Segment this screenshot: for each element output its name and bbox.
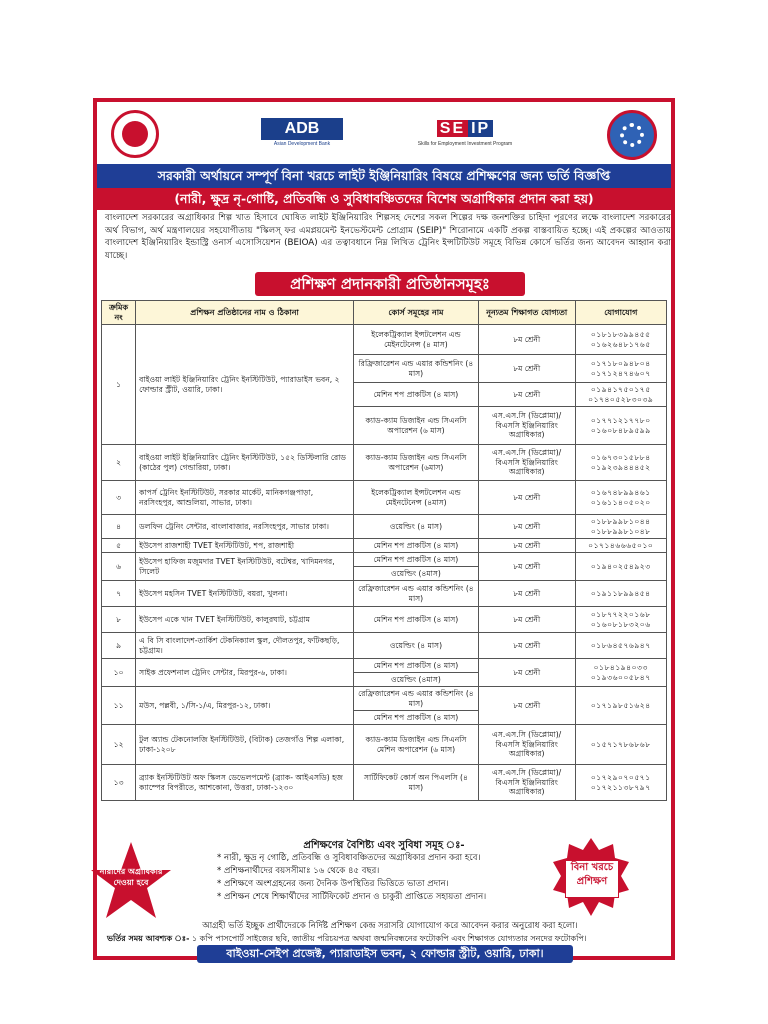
course-cell: মেশিন শপ প্রাকটিস (৪ মাস): [354, 659, 479, 673]
logo-bar: [97, 102, 671, 162]
bangladesh-govt-seal-icon: [111, 110, 159, 158]
qualification-cell: এস.এস.সি (ডিপ্লোমা)/বিএসসি ইঞ্জিনিয়ারিং অগ্রাধিকার): [478, 407, 575, 445]
phone-number: ০১৯২৩৯৪৪৪৫২: [590, 462, 651, 472]
contact-cell: [575, 445, 666, 481]
phone-number: ০১৮৭৭২২০১৬৮: [590, 610, 651, 619]
phone-number: ০১৭১৮০৯৪৮০৪: [590, 359, 651, 368]
qualification-cell: ৮ম শ্রেনী: [478, 581, 575, 607]
serial-cell: ১২: [102, 725, 136, 765]
course-cell: ওয়েল্ডিং (৪মাস): [354, 673, 479, 687]
phone-number: ০১৭৭১২১৭৭৮০: [590, 416, 651, 425]
admission-documents-note: [107, 933, 673, 945]
phone-number: ০১৮৬৪৫৭৬৯৪৭: [590, 640, 651, 650]
table-row: [102, 553, 667, 567]
table-row: [102, 607, 667, 633]
serial-cell: ৩: [102, 481, 136, 515]
course-cell: মেশিন শপ প্রাকটিস (৪ মাস): [354, 607, 479, 633]
serial-cell: ১০: [102, 659, 136, 687]
seip-logo-text-b: IP: [468, 120, 493, 137]
institution-cell: মউস, পল্লবী, ১/সি-১/এ, মিরপুর-১২, ঢাকা।: [136, 687, 354, 725]
course-cell: ইলেকট্রিক্যাল ইন্সটলেশন এন্ড মেইনটেনেন্স (৪ মাস): [354, 325, 479, 355]
apply-instruction: আগ্রহী ভর্তি ইচ্ছুক প্রার্থীদেরকে নির্দিষ্ট প্রশিক্ষণ কেন্দ্র সরাসরি যোগাযোগ করে আবেদন করার অনুরোধ করা হলো।: [202, 921, 578, 931]
phone-number: ০১৭১৪৬৬৬৫০১০: [588, 540, 654, 550]
phone-number: ০১৬০৮৪৮৯৫৯৯: [590, 425, 651, 435]
list-item: * প্রশিক্ষণে অংশগ্রহনের জন্য দৈনিক উপস্থিতির ভিত্তিতে ভাতা প্রদান।: [217, 878, 577, 891]
qualification-cell: ৮ম শ্রেনী: [478, 481, 575, 515]
course-cell: মেশিন শপ প্রাকটিস (৪ মাস): [354, 539, 479, 553]
table-header-row: [102, 301, 667, 325]
serial-cell: ২: [102, 445, 136, 481]
adb-logo-text: ADB: [261, 118, 343, 140]
qualification-cell: ৮ম শ্রেনী: [478, 633, 575, 659]
institution-cell: ইউসেপ মহসিন TVET ইনস্টিটিউট, বয়রা, খুলনা।: [136, 581, 354, 607]
serial-cell: ৭: [102, 581, 136, 607]
adb-logo: [261, 118, 343, 154]
qualification-cell: এস.এস.সি (ডিপ্লোমা)/বিএসসি ইঞ্জিনিয়ারিং অগ্রাধিকার): [478, 725, 575, 765]
qualification-cell: ৮ম শ্রেনী: [478, 325, 575, 355]
serial-cell: ১: [102, 325, 136, 445]
institutions-section-title: প্রশিক্ষণ প্রদানকারী প্রতিষ্ঠানসমূহঃ: [255, 272, 525, 296]
phone-number: ০১৮৮৯৯৮১০৪৪: [590, 517, 651, 526]
qualification-cell: ৮ম শ্রেনী: [478, 355, 575, 383]
serial-cell: ৮: [102, 607, 136, 633]
priority-subheadline: (নারী, ক্ষুদ্র নৃ-গোষ্টি, প্রতিবন্ধি ও সুবিধাবঞ্চিতদের বিশেষ অগ্রাধিকার প্রদান করা হয়): [97, 188, 671, 210]
phone-number: ০১৯৩৬০০৫৮৪৭: [590, 672, 651, 682]
phone-number: ০১৭১২৪৭৪৬০৭: [590, 368, 651, 378]
serial-cell: ৬: [102, 553, 136, 581]
list-item: * প্রশিক্ষনার্থীদের বয়সসীমাঃ ১৬ থেকে ৪৫ বছর।: [217, 865, 577, 878]
phone-number: ০১৬৭৪৮৯৯৪৬১: [590, 488, 651, 497]
seip-logo-text-a: SE: [437, 120, 468, 137]
course-cell: ক্যাড-ক্যাম ডিজাইন এন্ড সিএনসি অপারেশন (৬মাস): [354, 445, 479, 481]
intro-paragraph: বাংলাদেশ সরকারের অগ্রাধিকার শিল্প খাত হিসাবে ঘোষিত লাইট ইঞ্জিনিয়ারিং শিল্পসহ দেশের সকল শিল্পের দক্ষ জনশক্তির চাহিদা পূরণের লক্ষে বাংলাদেশ সরকারের অর্থ বিভাগ, অর্থ মন্ত্রণালয়ের সহযোগীতায় "স্কিলস্ ফর এমপ্লয়মেন্ট ইনভেস্টমেন্ট প্রোগ্রাম (SEIP)" শিরোনামে একটি প্রকল্প বাস্তবায়িত হচ্ছে। এই প্রকল্পের আওতায় বাংলাদেশ ইঞ্জিনিয়ারিং ইন্ডাস্ট্রি ওনার্স এসোসিয়েশন (BEIOA) এর তত্বাবধানে নিম্ন লিখিত ট্রেনিং ইন্সটিটিউট সমূহে বিভিন্ন কোর্সে ভর্তির জন্য আবেদন আহ্বান করা যাচ্ছে।: [105, 213, 671, 261]
serial-cell: ১৩: [102, 765, 136, 801]
table-row: [102, 445, 667, 481]
phone-number: ০১৭৪০৫২৮৩০৩৯: [588, 394, 654, 404]
course-cell: ওয়েল্ডিং (৪মাস): [354, 567, 479, 581]
table-row: [102, 581, 667, 607]
institution-cell: ব্র্যাক ইনস্টিটিউট অফ স্কিলস ডেভেলপমেন্ট (ব্র্যাক- আইএসডি) হজ ক্যাম্পের বিপরীতে, আশকোনা, উত্তরা, ঢাকা-১২৩০: [136, 765, 354, 801]
priority-star-text: নারীদের অগ্রাধিকার দেওয়া হবে: [99, 867, 163, 887]
header-name: প্রশিক্ষন প্রতিষ্ঠানের নাম ও ঠিকানা: [136, 301, 354, 325]
contact-cell: [575, 581, 666, 607]
course-cell: ক্যাড-ক্যাম ডিজাইন এন্ড সিএনসি অপারেশন (৬ মাস): [354, 407, 479, 445]
phone-number: ০১৬১১৪০৫০২০: [590, 497, 651, 507]
serial-cell: ৯: [102, 633, 136, 659]
seip-logo: [415, 118, 515, 154]
phone-number: ০১৫৭১৭৮৬৮৬৮: [590, 739, 651, 749]
qualification-cell: ৮ম শ্রেনী: [478, 383, 575, 407]
qualification-cell: ৮ম শ্রেনী: [478, 607, 575, 633]
documents-text: ১ কপি পাসপোর্ট সাইজের ছবি, জাতীয় পরিচয়পত্র অথবা জন্মনিবন্ধনের ফটোকপি এবং শিক্ষাগত যোগ্যতার সনদের ফটোকপি।: [191, 934, 587, 943]
table-row: [102, 633, 667, 659]
qualification-cell: ৮ম শ্রেনী: [478, 687, 575, 725]
header-course: কোর্স সমূহের নাম: [354, 301, 479, 325]
footer-address: বাইওয়া-সেইপ প্রজেক্ট, প্যারাডাইস ভবন, ২ ফোল্ডার স্ট্রীট, ওয়ারি, ঢাকা।: [197, 945, 573, 963]
course-cell: মেশিন শপ প্রাকটিস (৪ মাস): [354, 711, 479, 725]
table-row: [102, 659, 667, 673]
contact-cell: [575, 553, 666, 581]
course-cell: মেশিন শপ প্রাকটিস (৪ মাস): [354, 553, 479, 567]
qualification-cell: ৮ম শ্রেনী: [478, 659, 575, 687]
phone-number: ০১৬০৮১৮৩২০৬: [590, 619, 651, 629]
contact-cell: [575, 687, 666, 725]
phone-number: ০১৮৮৯৯৮১০৪৮: [590, 526, 651, 536]
course-cell: সার্টিফিকেট কোর্স অন পিএলসি (৪ মাস): [354, 765, 479, 801]
header-contact: যোগাযোগ: [575, 301, 666, 325]
course-cell: রেফ্রিজারেশন এন্ড এয়ার কন্ডিশনিং (৪ মাস): [354, 687, 479, 711]
list-item: * প্রশিক্ষন শেষে শিক্ষার্থীদের সার্টিফিকেট প্রদান ও চাকুরী প্রাপ্তিতে সহায়তা প্রদান।: [217, 891, 577, 904]
course-cell: রিফ্রিজারেশন এন্ড এয়ার কন্ডিশনিং (৪ মাস): [354, 355, 479, 383]
free-training-text-wrap: [549, 836, 633, 920]
table-row: [102, 687, 667, 711]
institution-cell: ইউসেপ রাজশাহী TVET ইনস্টিটিউট, শপ, রাজশাহী: [136, 539, 354, 553]
phone-number: ০১৭১৯৮৫১৬২৪: [590, 700, 651, 710]
contact-cell: [575, 355, 666, 383]
phone-number: ০১৬৭৩০১৫৮৮৪: [590, 453, 651, 462]
institution-cell: ইউসেপ হাফিজ মজুমদার TVET ইনস্টিটিউট, বটেশ্বর, খাদিমনগর, সিলেট: [136, 553, 354, 581]
contact-cell: [575, 383, 666, 407]
serial-cell: ৫: [102, 539, 136, 553]
table-row: [102, 325, 667, 355]
table-row: [102, 539, 667, 553]
phone-number: ০১৯৪০২৫৪৯২৩: [590, 561, 651, 571]
phone-number: ০১৮১৮৩৯৯৪৫৫: [590, 330, 651, 339]
free-training-text: বিনা খরচে প্রশিক্ষণ: [565, 860, 619, 898]
course-cell: ক্যাড-ক্যাম ডিজাইন এন্ড সিএনসি মেশিন অপারেশন (৬ মাস): [354, 725, 479, 765]
adb-logo-subtitle: Asian Development Bank: [273, 141, 331, 147]
features-list: [217, 852, 577, 904]
header-qualification: নূন্যতম শিক্ষাগত যোগ্যতা: [478, 301, 575, 325]
table-row: [102, 515, 667, 539]
institution-cell: ডলফিন ট্রেনিং সেন্টার, বাংলাবাজার, নরসিংহপুর, সাভার ঢাকা।: [136, 515, 354, 539]
header-serial: ক্রমিক নং: [102, 301, 136, 325]
course-cell: ওয়েল্ডিং (৪ মাস): [354, 515, 479, 539]
phone-number: ০১৬২৬৪৮১৭৬৫: [590, 339, 651, 349]
contact-cell: [575, 407, 666, 445]
contact-cell: [575, 539, 666, 553]
contact-cell: [575, 725, 666, 765]
course-cell: রেফ্রিজারেশন এন্ড এয়ার কন্ডিশনিং (৪ মাস): [354, 581, 479, 607]
main-headline: সরকারী অর্থায়নে সম্পূর্ণ বিনা খরচে লাইট ইঞ্জিনিয়ারিং বিষয়ে প্রশিক্ষণের জন্য ভর্তি বিজ্ঞপ্তি: [97, 164, 671, 188]
institution-cell: বাইওয়া লাইট ইঞ্জিনিয়ারিং ট্রেনিং ইনস্টিটিউট, প্যারাডাইস ভবন, ২ ফোল্ডার স্ট্রীট, ওয়ারি, ঢাকা।: [136, 325, 354, 445]
table-row: [102, 481, 667, 515]
phone-number: ০১৭২১১৩৮৭৯৭: [590, 782, 651, 792]
course-cell: ইলেকট্রিক্যাল ইন্সটলেশন এন্ড মেইনটেনেন্স (৪মাস): [354, 481, 479, 515]
contact-cell: [575, 659, 666, 687]
phone-number: ০১৭২৯০৭০৫৭১: [590, 773, 651, 782]
contact-cell: [575, 515, 666, 539]
contact-cell: [575, 765, 666, 801]
institution-cell: টুল অ্যান্ড টেকনোলজি ইনস্টিটিউট, (বিটাক) তেজগাঁও শিল্প এলাকা, ঢাকা-১২০৮: [136, 725, 354, 765]
institution-cell: কাপর্স ট্রেনিং ইনস্টিটিউট, সরকার মার্কেট, মানিকগঞ্জপাড়া, নরসিংহপুর, আশুলিয়া, সাভার, ঢাকা।: [136, 481, 354, 515]
qualification-cell: ৮ম শ্রেনী: [478, 553, 575, 581]
institution-cell: এ বি সি বাংলাদেশ-তার্কিশ টেকনিক্যাল স্কুল, দৌলতপুর, ফটিকছড়ি, চট্টগ্রাম।: [136, 633, 354, 659]
phone-number: ০১৯১১৮৯৯৪৫৪: [590, 588, 651, 598]
table-row: [102, 725, 667, 765]
beioa-gear-logo-icon: [607, 110, 657, 160]
admission-poster: [93, 98, 675, 960]
contact-cell: [575, 633, 666, 659]
qualification-cell: ৮ম শ্রেনী: [478, 515, 575, 539]
features-title: প্রশিক্ষণের বৈশিষ্ট্য এবং সুবিধা সমূহ ঃ-: [303, 840, 465, 851]
institution-cell: সাইক প্রফেশনাল ট্রেনিং সেন্টার, মিরপুর-৬, ঢাকা।: [136, 659, 354, 687]
course-cell: মেশিন শপ প্রাকটিস (৪ মাস): [354, 383, 479, 407]
qualification-cell: ৮ম শ্রেনী: [478, 539, 575, 553]
table-row: [102, 765, 667, 801]
documents-label: ভর্তির সময় আবশ্যক ঃ-: [107, 934, 190, 943]
contact-cell: [575, 325, 666, 355]
phone-number: ০১৯৪১৭৫০১৭৫: [590, 385, 651, 394]
contact-cell: [575, 607, 666, 633]
course-cell: ওয়েল্ডিং (৪ মাস): [354, 633, 479, 659]
institutions-table: [101, 300, 667, 801]
institution-cell: ইউসেপ একে খান TVET ইনস্টিটিউট, কালুরঘাট, চট্টগ্রাম: [136, 607, 354, 633]
serial-cell: ৪: [102, 515, 136, 539]
phone-number: ০১৮৪১৯৪০৩৩: [593, 663, 648, 672]
qualification-cell: এস.এস.সি (ডিপ্লোমা)/বিএসসি ইঞ্জিনিয়ারিং অগ্রাধিকার): [478, 765, 575, 801]
institution-cell: বাইওয়া লাইট ইঞ্জিনিয়ারিং ট্রেনিং ইনস্টিটিউট, ১৫২ ডিস্টিলারি রোড (কাঠের পুল) গেন্ডারিয়া, ঢাকা।: [136, 445, 354, 481]
qualification-cell: এস.এস.সি (ডিপ্লোমা)/বিএসসি ইঞ্জিনিয়ারিং অগ্রাধিকার): [478, 445, 575, 481]
list-item: * নারী, ক্ষুদ্র নৃ গোষ্ঠি, প্রতিবন্ধি ও সুবিধাবঞ্চিতদের অগ্রাধিকার প্রদান করা হবে।: [217, 852, 577, 865]
seip-logo-subtitle: Skills for Employment Investment Program: [417, 141, 513, 147]
serial-cell: ১১: [102, 687, 136, 725]
contact-cell: [575, 481, 666, 515]
